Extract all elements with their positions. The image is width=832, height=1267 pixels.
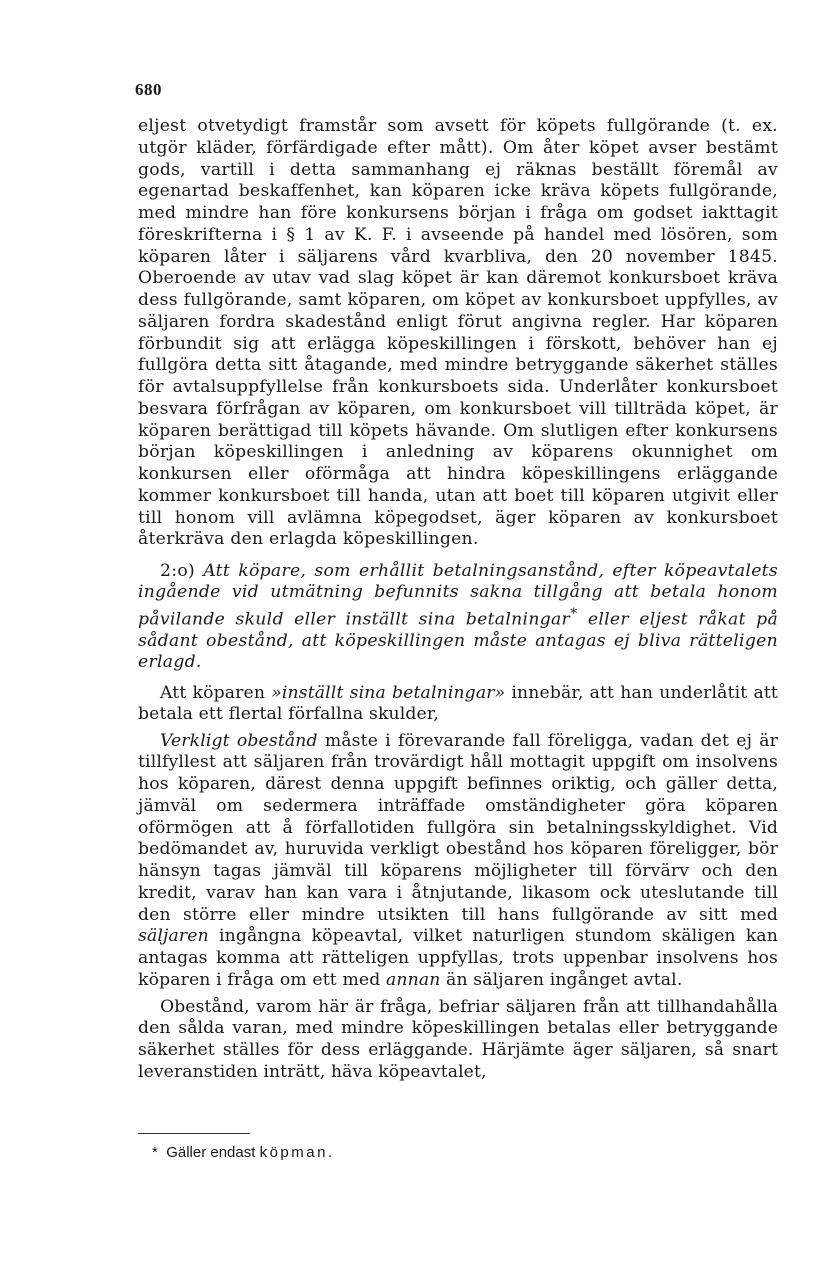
footnote-rule	[138, 1133, 250, 1134]
paragraph-2-italic: Att köpare, som erhållit betalningsanstånd, efter köpeavtalets ingående vid utmätning befunnits sakna tillgång att betala honom påvilande skuld eller inställt sina betalningar	[138, 561, 778, 630]
footnote-marker-bottom: *	[152, 1144, 158, 1161]
paragraph-3	[138, 683, 778, 726]
footnote-marker: *	[570, 605, 578, 622]
paragraph-4-part2: ingångna köpeavtal, vilket naturligen stundom skäligen kan antagas komma att rätteligen uppfyllas, trots uppenbar insolvens hos köparen i fråga om ett med	[138, 926, 778, 990]
body-text	[138, 116, 778, 1084]
paragraph-3-before: Att köparen	[160, 682, 272, 703]
footnote-text: Gäller endast	[166, 1144, 256, 1161]
paragraph-4-annan: annan	[385, 969, 441, 990]
footnote-spaced-word: köpman.	[259, 1144, 335, 1161]
paragraph-2-italic-tail: eller eljest råkat på sådant obestånd, att köpeskillingen måste antagas ej bliva rätteligen erlagd.	[138, 609, 778, 673]
paragraph-4-lead: Verkligt obestånd	[160, 730, 318, 751]
footnote	[152, 1144, 335, 1161]
paragraph-1: eljest otvetydigt framstår som avsett för köpets fullgörande (t. ex. utgör kläder, förfärdigade efter mått). Om åter köpet avser bestämt gods, vartill i detta sammanhang ej räknas beställt föremål av egenartad beskaffenhet, kan köparen icke kräva köpets fullgörande, med mindre han före konkursens början i fråga om godset iakttagit föreskrifterna i § 1 av K. F. i avseende på handel med lösören, som köparen låter i säljarens vård kvarbliva, den 20 november 1845. Oberoende av utav vad slag köpet är kan däremot konkursboet kräva dess fullgörande, samt köparen, om köpet av konkursboet uppfylles, av säljaren fordra skadestånd enligt förut angivna regler. Har köparen förbundit sig att erlägga köpeskillingen i förskott, behöver han ej fullgöra detta sitt åtagande, med mindre betryggande säkerhet ställes för avtalsuppfyllelse från konkursboets sida. Underlåter konkursboet besvara förfrågan av köparen, om konkursboet vill tillträda köpet, är köparen berättigad till köpets hävande. Om slutligen efter konkursens början köpeskillingen i anledning av köparens okunnighet om konkursen eller oförmåga att hindra köpeskillingens erläggande kommer konkursboet till handa, utan att boet till köparen utgivit eller till honom vill avlämna köpegodset, äger köparen av konkursboet återkräva den erlagda köpeskillingen.	[138, 116, 778, 550]
section-number: 2:o)	[160, 561, 195, 581]
paragraph-3-after: innebär, att han underlåtit att betala ett flertal förfallna skulder,	[138, 682, 778, 725]
paragraph-4-part3: än säljaren ingånget avtal.	[440, 969, 683, 990]
paragraph-4	[138, 731, 778, 992]
paragraph-2	[138, 561, 778, 674]
page-number: 680	[135, 80, 162, 99]
paragraph-3-quote: »inställt sina betalningar»	[271, 682, 506, 703]
paragraph-4-saljaren: säljaren	[138, 926, 209, 947]
paragraph-4-part1: måste i förevarande fall föreligga, vadan det ej är tillfyllest att säljaren från trovärdigt håll mottagit uppgift om insolvens hos köparen, därest denna uppgift befinnes oriktig, och gäller detta, jämväl om sedermera inträffade omständigheter göra köparen oförmögen att å förfallotiden fullgöra sin betalningsskyldighet. Vid bedömandet av, huruvida verkligt obestånd hos köparen föreligger, bör hänsyn tagas jämväl till köparens möjligheter till förvärv och den kredit, varav han kan vara i åtnjutande, likasom ock uteslutande till den större eller mindre utsikten till hans fullgörande av sitt med	[138, 730, 778, 925]
paragraph-5: Obestånd, varom här är fråga, befriar säljaren från att tillhandahålla den sålda varan, med mindre köpeskillingen betalas eller betryggande säkerhet ställes för dess erläggande. Härjämte äger säljaren, så snart leveranstiden inträtt, häva köpeavtalet,	[138, 996, 778, 1082]
